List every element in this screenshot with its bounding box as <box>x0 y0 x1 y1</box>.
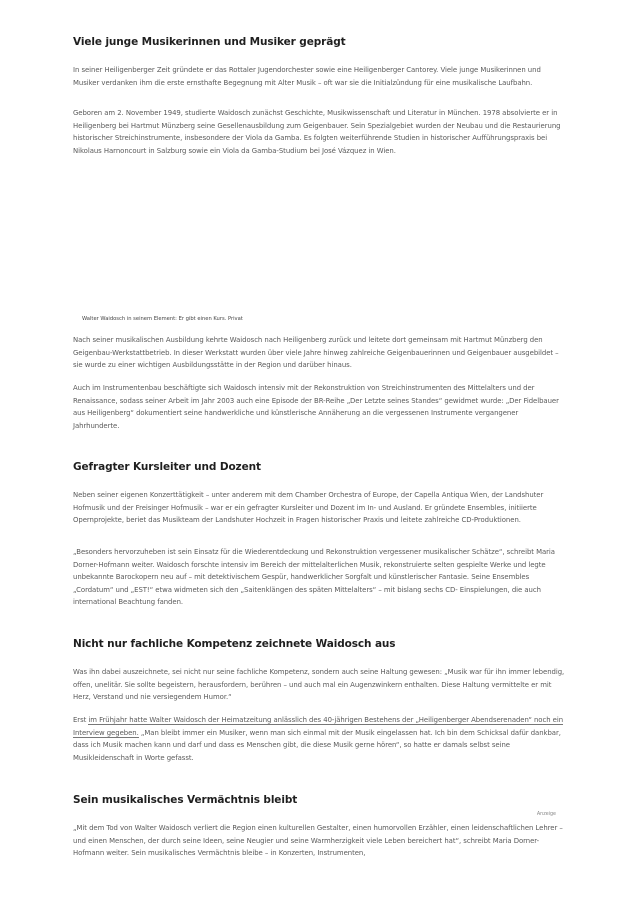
section-heading: Gefragter Kursleiter und Dozent <box>73 461 261 473</box>
section-heading: Sein musikalisches Vermächtnis bleibt <box>73 794 298 806</box>
article-image-placeholder <box>73 175 565 315</box>
paragraph: Was ihn dabei auszeichnete, sei nicht nur seine fachliche Kompetenz, sondern auch seine Haltung gewesen: „Musik war für ihn immer lebendig, offen, unelitär. Sie sollte begeistern, herausfordern, berühren – und auch mal ein Augenzwinkern enthalten. Diese Haltung vermittelte er mit Herz, Verstand und nie versiegendem Humor.“ <box>73 668 565 702</box>
ad-label: Anzeige <box>536 812 556 817</box>
paragraph: Nach seiner musikalischen Ausbildung kehrte Waidosch nach Heiligenberg zurück und leitete dort gemeinsam mit Hartmut Münzberg den Geigenbau-Werkstattbetrieb. In dieser Werkstatt wurden über viele Jahre hinweg zahlreiche Geigenbauerinnen und Geigenbauer ausgebildet – sie wurde zu einer wichtigen Ausbildungsstätte in der Region und darüber hinaus. <box>73 336 559 370</box>
section-heading: Viele junge Musikerinnen und Musiker geprägt <box>73 36 346 48</box>
paragraph: Neben seiner eigenen Konzerttätigkeit – unter anderem mit dem Chamber Orchestra of Europe, der Capella Antiqua Wien, der Landshuter Hofmusik und der Freisinger Hofmusik – war er ein gefragter Kursleiter und Dozent im In- und Ausland. Er gründete Ensembles, initiierte Opernprojekte, beriet das Musikteam der Landshuter Hochzeit in Fragen historischer Praxis und leitete zahlreiche CD-Produktionen. <box>73 491 544 525</box>
paragraph-prefix: Erst <box>73 716 89 724</box>
paragraph: „Mit dem Tod von Walter Waidosch verliert die Region einen kulturellen Gestalter, einen humorvollen Erzähler, einen leidenschaftlichen Lehrer – und einen Menschen, der durch seine Ideen, seine Neugier und seine Warmherzigkeit viele Leben bereichert hat“, schreibt Maria Dorner-Hofmann weiter. Sein musikalisches Vermächtnis bleibe – in Konzerten, Instrumenten, <box>73 824 563 858</box>
paragraph: In seiner Heiligenberger Zeit gründete er das Rottaler Jugendorchester sowie eine Heiligenberger Cantorey. Viele junge Musikerinnen und Musiker verdanken ihm die erste ernsthafte Begegnung mit Alter Musik – oft war sie die Initialzündung für eine musikalische Laufbahn. <box>73 66 541 87</box>
paragraph: „Besonders hervorzuheben ist sein Einsatz für die Wiederentdeckung und Rekonstruktion vergessener musikalischer Schätze“, schreibt Maria Dorner-Hofmann weiter. Waidosch forschte intensiv im Bereich der mittelalterlichen Musik, rekonstruierte selten gespielte Werke und legte unbekannte Barockopern neu auf – mit detektivischem Gespür, handwerklicher Sorgfalt und künstlerischer Fantasie. Seine Ensembles „Cordatum“ und „EST!“ etwa widmeten sich den „Saitenklängen des späten Mittelalters“ – mit bislang sechs CD- Einspielungen, die auch international Beachtung fanden. <box>73 548 555 607</box>
paragraph: Geboren am 2. November 1949, studierte Waidosch zunächst Geschichte, Musikwissenschaft und Literatur in München. 1978 absolvierte er in Heiligenberg bei Hartmut Münzberg seine Gesellenausbildung zum Geigenbauer. Sein Spezialgebiet wurden der Neubau und die Restaurierung historischer Streichinstrumente, insbesondere der Viola da Gamba. Es folgten weiterführende Studien in historischer Aufführungspraxis bei Nikolaus Harnoncourt in Salzburg sowie ein Viola da Gamba-Studium bei José Vázquez in Wien. <box>73 109 561 155</box>
section-heading: Nicht nur fachliche Kompetenz zeichnete Waidosch aus <box>73 638 396 650</box>
paragraph-suffix: „Man bleibt immer ein Musiker, wenn man sich einmal mit der Musik eingelassen hat. Ich bin dem Schicksal dafür dankbar, dass ich Musik machen kann und darf und dass es Menschen gibt, die diese Musik gerne hören“, so hatte er damals selbst seine Musikleidenschaft in Worte gefasst. <box>73 728 561 762</box>
paragraph: Auch im Instrumentenbau beschäftigte sich Waidosch intensiv mit der Rekonstruktion von Streichinstrumenten des Mittelalters und der Renaissance, sodass seiner Arbeit im Jahr 2003 auch eine Episode der BR-Reihe „Der Letzte seines Standes“ gewidmet wurde: „Der Fidelbauer aus Heiligenberg“ dokumentiert seine handwerkliche und künstlerische Annäherung an die vergessenen Instrumente vergangener Jahrhunderte. <box>73 384 559 430</box>
interview-link[interactable]: im Frühjahr hatte Walter Waidosch der Heimatzeitung anlässlich des 40-jährigen Bestehens der „Heiligenberger Abendserenaden“ noch ein Interview gegeben. <box>73 716 564 737</box>
image-caption: Walter Waidosch in seinem Element: Er gibt einen Kurs. Privat <box>82 316 243 322</box>
link-paragraph <box>73 714 565 764</box>
